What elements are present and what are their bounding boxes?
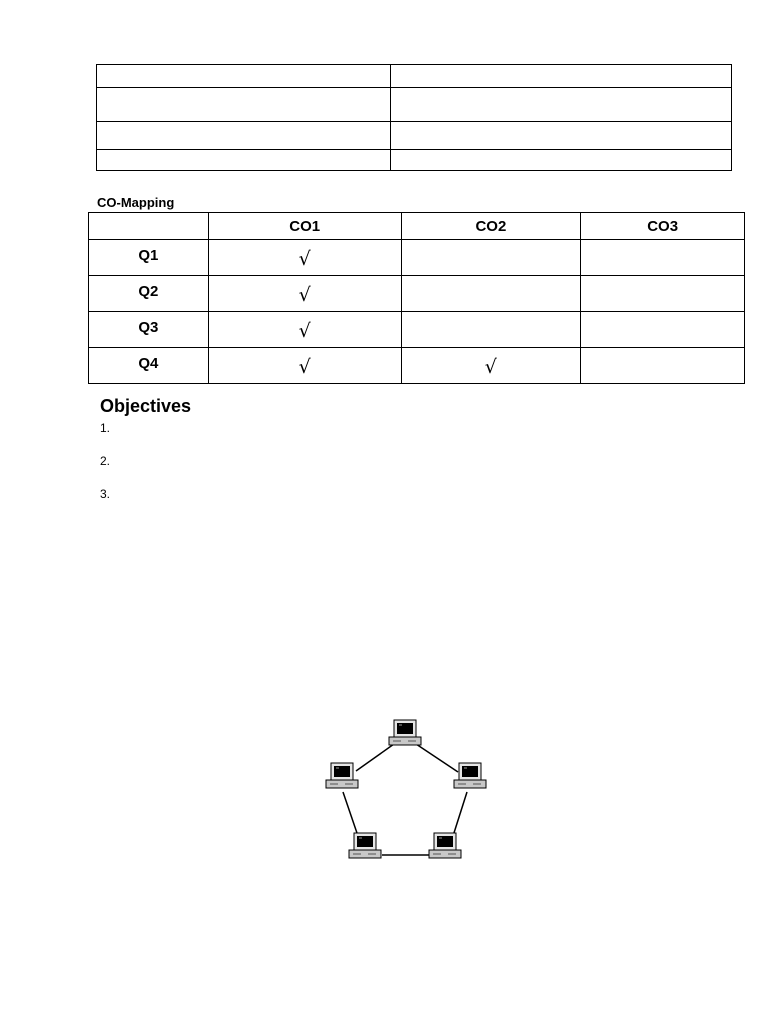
table-row: [97, 150, 732, 171]
network-link: [453, 792, 467, 836]
table-row: [97, 122, 732, 150]
table-cell: [391, 88, 732, 122]
table-row: [97, 65, 732, 88]
co1-cell: [208, 312, 401, 348]
column-header-co1: CO1: [208, 213, 401, 240]
table-cell: [97, 122, 391, 150]
checkmark-icon: √: [298, 319, 311, 342]
co-mapping-label: CO-Mapping: [97, 195, 175, 210]
question-label: Q3: [89, 312, 209, 348]
co1-cell: [208, 240, 401, 276]
header-info-table: [96, 64, 732, 171]
network-link: [356, 744, 394, 771]
table-cell: [97, 150, 391, 171]
computer-icon: [389, 720, 421, 745]
network-link: [416, 744, 458, 772]
table-row: [97, 88, 732, 122]
computer-icon: [349, 833, 381, 858]
computer-icon: [326, 763, 358, 788]
co3-cell: [581, 348, 745, 384]
table-row: [89, 312, 745, 348]
table-row: [89, 276, 745, 312]
question-label: Q2: [89, 276, 209, 312]
computer-icon: [429, 833, 461, 858]
ring-network-diagram: [320, 716, 496, 872]
checkmark-icon: √: [484, 355, 497, 378]
co2-cell: [401, 348, 581, 384]
column-header-blank: [89, 213, 209, 240]
co2-cell: [401, 312, 581, 348]
table-row: [89, 348, 745, 384]
co-mapping-table: [88, 212, 745, 384]
co1-cell: [208, 276, 401, 312]
co3-cell: [581, 312, 745, 348]
co2-cell: [401, 240, 581, 276]
checkmark-icon: √: [298, 355, 311, 378]
table-cell: [391, 122, 732, 150]
question-label: Q1: [89, 240, 209, 276]
network-link: [343, 792, 358, 836]
co3-cell: [581, 240, 745, 276]
objective-item: 3.: [100, 487, 111, 501]
checkmark-icon: √: [298, 247, 311, 270]
column-header-co3: CO3: [581, 213, 745, 240]
table-cell: [97, 65, 391, 88]
computer-icon: [454, 763, 486, 788]
table-header-row: [89, 213, 745, 240]
table-cell: [391, 65, 732, 88]
objectives-heading: Objectives: [100, 396, 192, 416]
column-header-co2: CO2: [401, 213, 581, 240]
co3-cell: [581, 276, 745, 312]
objective-item: 2.: [100, 454, 111, 468]
question-label: Q4: [89, 348, 209, 384]
co1-cell: [208, 348, 401, 384]
table-row: [89, 240, 745, 276]
objective-item: 1.: [100, 421, 111, 435]
co2-cell: [401, 276, 581, 312]
table-cell: [97, 88, 391, 122]
table-cell: [391, 150, 732, 171]
checkmark-icon: √: [298, 283, 311, 306]
